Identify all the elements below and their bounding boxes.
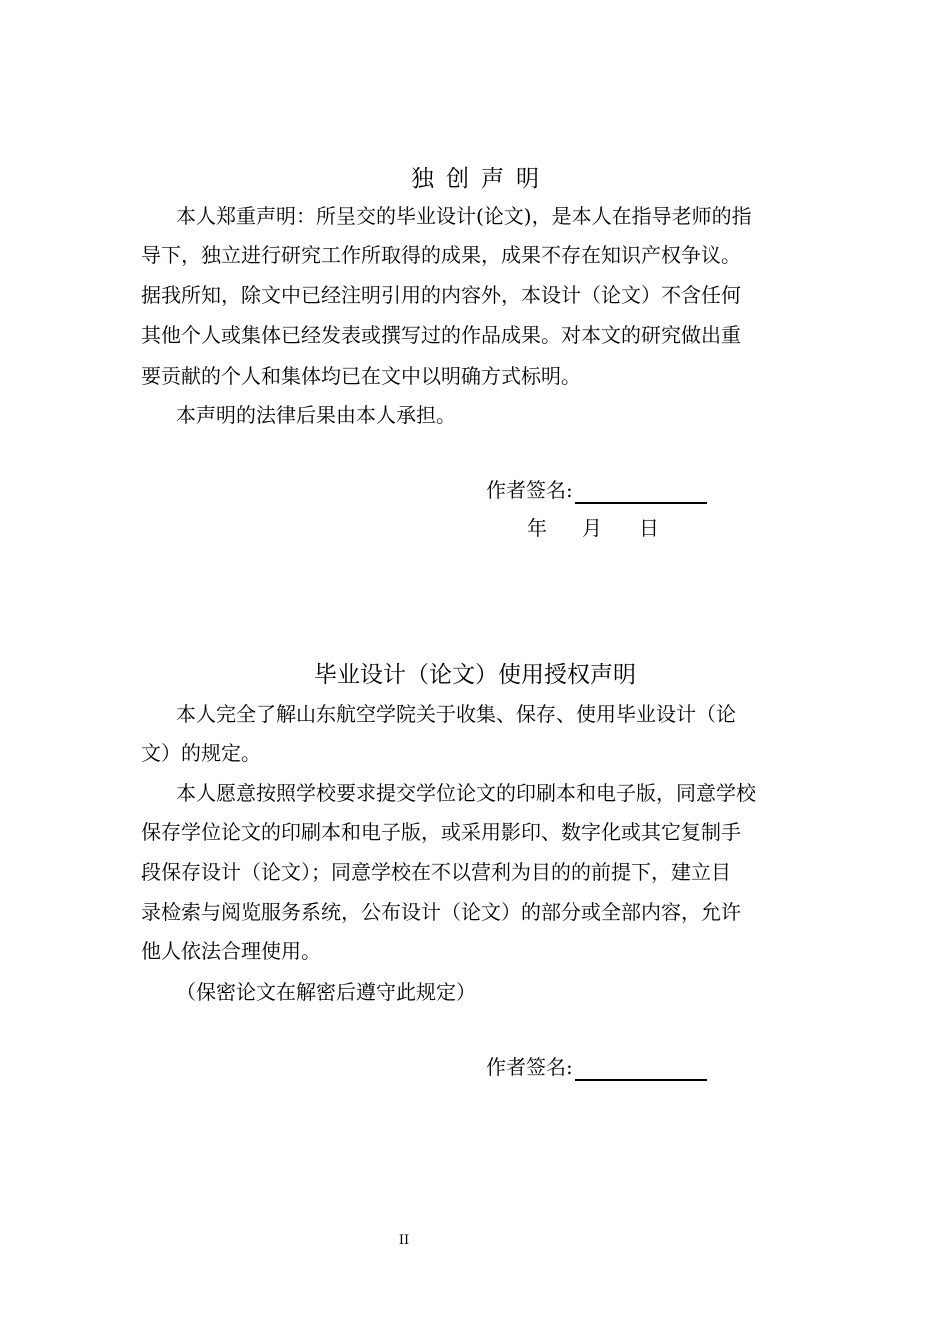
authorization-line-6: 录检索与阅览服务系统，公布设计（论文）的部分或全部内容，允许 <box>141 900 741 924</box>
originality-line-2: 导下，独立进行研究工作所取得的成果，成果不存在知识产权争议。 <box>141 243 741 267</box>
authorization-line-7: 他人依法合理使用。 <box>141 939 321 963</box>
date-year-label: 年 <box>527 516 547 540</box>
date-day-label: 日 <box>639 516 659 540</box>
originality-line-4: 其他个人或集体已经发表或撰写过的作品成果。对本文的研究做出重 <box>141 323 741 347</box>
authorization-signature <box>486 1053 707 1081</box>
originality-statement-line: 本声明的法律后果由本人承担。 <box>176 403 456 427</box>
authorization-line-2: 文）的规定。 <box>141 741 261 765</box>
signature-date <box>527 514 659 542</box>
originality-title: 独创声明 <box>411 166 551 192</box>
authorization-line-3: 本人愿意按照学校要求提交学位论文的印刷本和电子版，同意学校 <box>176 781 756 805</box>
confidential-note: （保密论文在解密后遵守此规定） <box>176 980 476 1004</box>
originality-signature <box>486 476 707 504</box>
originality-line-1: 本人郑重声明：所呈交的毕业设计(论文)，是本人在指导老师的指 <box>176 204 752 228</box>
authorization-line-5: 段保存设计（论文）；同意学校在不以营利为目的的前提下，建立目 <box>141 860 731 884</box>
authorization-line-4: 保存学位论文的印刷本和电子版，或采用影印、数字化或其它复制手 <box>141 820 741 844</box>
page-number: II <box>398 1233 410 1248</box>
signature-blank-line <box>575 1055 707 1081</box>
authorization-title: 毕业设计（论文）使用授权声明 <box>314 662 636 688</box>
authorization-line-1: 本人完全了解山东航空学院关于收集、保存、使用毕业设计（论 <box>176 702 736 726</box>
originality-line-3: 据我所知，除文中已经注明引用的内容外，本设计（论文）不含任何 <box>141 283 741 307</box>
signature-blank-line <box>575 478 707 504</box>
originality-line-5: 要贡献的个人和集体均已在文中以明确方式标明。 <box>141 364 581 388</box>
signature-label: 作者签名: <box>486 1055 573 1079</box>
date-month-label: 月 <box>582 516 602 540</box>
signature-label: 作者签名: <box>486 478 573 502</box>
